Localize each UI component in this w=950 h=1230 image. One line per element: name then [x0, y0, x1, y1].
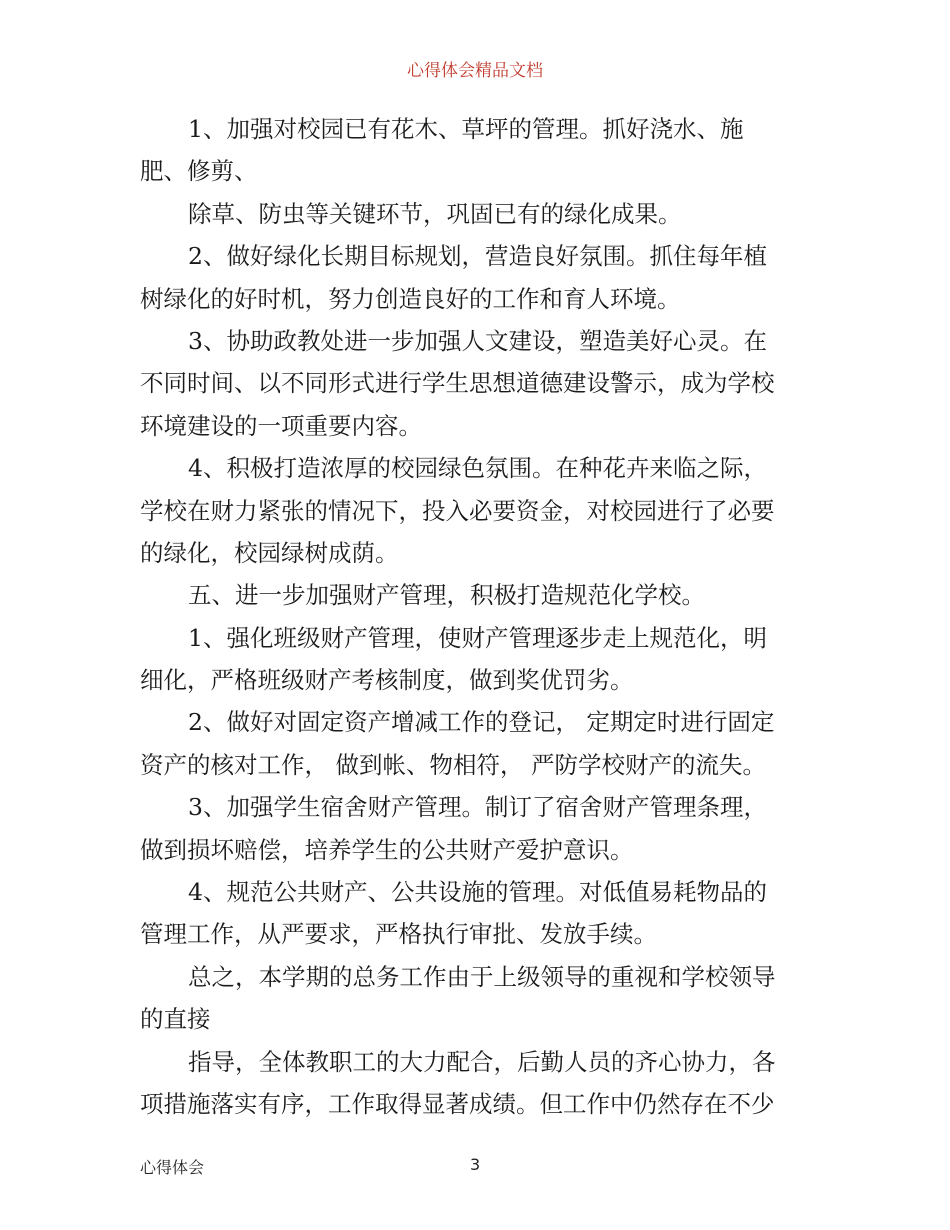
- body-line: 4、积极打造浓厚的校园绿色氛围。在种花卉来临之际，: [188, 454, 767, 483]
- body-line: 1、加强对校园已有花木、草坪的管理。抓好浇水、施: [188, 115, 744, 143]
- body-line: 不同时间、以不同形式进行学生思想道德建设警示，成为学校: [140, 369, 775, 398]
- body-line: 的直接: [140, 1005, 211, 1034]
- body-line: 肥、修剪、: [140, 157, 258, 186]
- body-line: 4、规范公共财产、公共设施的管理。对低值易耗物品的: [188, 878, 767, 907]
- body-line: 管理工作，从严要求，严格执行审批、发放手续。: [140, 920, 657, 949]
- body-line: 环境建设的一项重要内容。: [140, 411, 422, 440]
- body-line: 3、加强学生宿舍财产管理。制订了宿舍财产管理条理，: [188, 793, 767, 822]
- footer-label: 心得体会: [140, 1158, 205, 1177]
- body-line: 做到损坏赔偿，培养学生的公共财产爱护意识。: [140, 835, 634, 864]
- body-line: 树绿化的好时机，努力创造良好的工作和育人环境。: [140, 284, 681, 313]
- body-line: 细化，严格班级财产考核制度，做到奖优罚劣。: [140, 666, 634, 695]
- body-line: 2、做好对固定资产增减工作的登记， 定期定时进行固定: [188, 708, 775, 737]
- body-line: 2、做好绿化长期目标规划，营造良好氛围。抓住每年植: [188, 242, 767, 271]
- body-line: 总之，本学期的总务工作由于上级领导的重视和学校领导: [188, 962, 776, 991]
- body-line: 指导，全体教职工的大力配合，后勤人员的齐心协力，各: [188, 1047, 776, 1076]
- document-header-title: 心得体会精品文档: [407, 61, 543, 81]
- body-line: 项措施落实有序，工作取得显著成绩。但工作中仍然存在不少: [140, 1089, 775, 1118]
- footer-page-number: 3: [470, 1155, 481, 1174]
- body-line: 3、协助政教处进一步加强人文建设，塑造美好心灵。在: [188, 326, 767, 355]
- body-line: 资产的核对工作， 做到帐、物相符， 严防学校财产的流失。: [140, 750, 766, 779]
- body-line: 除草、防虫等关键环节，巩固已有的绿化成果。: [188, 199, 682, 228]
- body-line: 学校在财力紧张的情况下，投入必要资金，对校园进行了必要: [140, 496, 775, 525]
- body-line: 1、强化班级财产管理，使财产管理逐步走上规范化，明: [188, 623, 767, 652]
- body-line: 五、进一步加强财产管理，积极打造规范化学校。: [188, 581, 705, 610]
- body-line: 的绿化，校园绿树成荫。: [140, 538, 399, 567]
- document-body: [140, 108, 812, 1125]
